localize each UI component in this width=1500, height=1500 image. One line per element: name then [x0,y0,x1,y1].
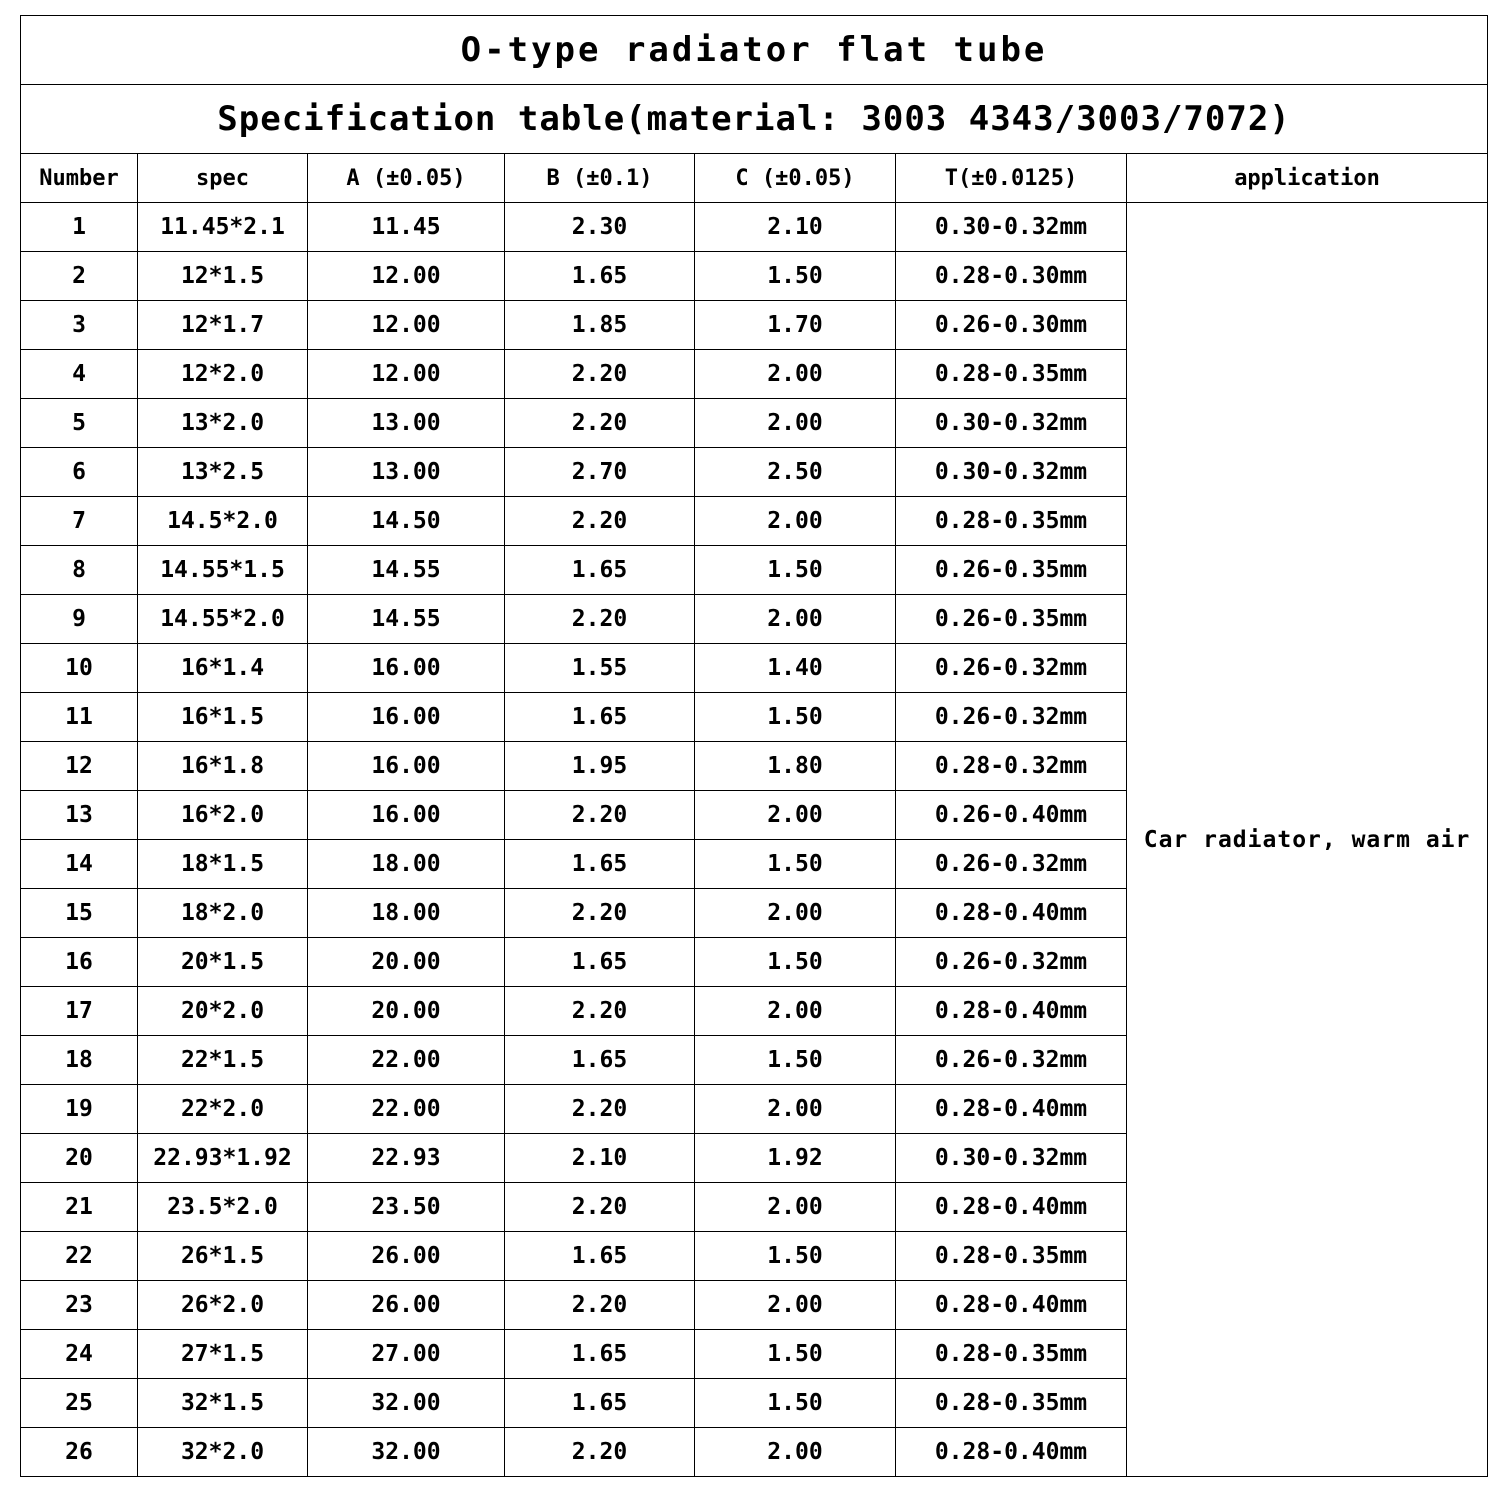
cell-a: 26.00 [308,1232,505,1281]
cell-a: 22.93 [308,1134,505,1183]
cell-a: 13.00 [308,399,505,448]
cell-t: 0.30-0.32mm [896,203,1127,252]
cell-c: 1.50 [695,693,896,742]
cell-spec: 13*2.0 [138,399,308,448]
cell-b: 1.65 [505,546,695,595]
cell-number: 9 [21,595,138,644]
cell-a: 14.55 [308,595,505,644]
cell-spec: 13*2.5 [138,448,308,497]
cell-a: 16.00 [308,644,505,693]
cell-c: 1.50 [695,1330,896,1379]
cell-number: 10 [21,644,138,693]
cell-c: 2.00 [695,889,896,938]
cell-a: 11.45 [308,203,505,252]
header-c: C (±0.05) [695,154,896,203]
cell-number: 7 [21,497,138,546]
cell-a: 14.50 [308,497,505,546]
cell-c: 2.00 [695,1428,896,1477]
cell-t: 0.26-0.32mm [896,644,1127,693]
cell-a: 14.55 [308,546,505,595]
cell-t: 0.28-0.40mm [896,987,1127,1036]
cell-t: 0.26-0.35mm [896,546,1127,595]
cell-number: 24 [21,1330,138,1379]
cell-c: 2.00 [695,1085,896,1134]
header-number: Number [21,154,138,203]
cell-spec: 20*1.5 [138,938,308,987]
cell-b: 2.20 [505,350,695,399]
cell-number: 3 [21,301,138,350]
cell-number: 4 [21,350,138,399]
cell-c: 2.00 [695,1281,896,1330]
cell-t: 0.28-0.30mm [896,252,1127,301]
cell-spec: 14.5*2.0 [138,497,308,546]
cell-spec: 18*2.0 [138,889,308,938]
cell-t: 0.28-0.40mm [896,889,1127,938]
cell-b: 1.65 [505,1036,695,1085]
header-application: application [1127,154,1488,203]
spec-table [20,15,1488,1477]
cell-a: 20.00 [308,987,505,1036]
cell-b: 2.20 [505,595,695,644]
cell-t: 0.30-0.32mm [896,399,1127,448]
cell-b: 2.20 [505,1085,695,1134]
table-row [21,203,1488,252]
cell-c: 2.10 [695,203,896,252]
cell-t: 0.26-0.32mm [896,938,1127,987]
cell-spec: 16*1.5 [138,693,308,742]
cell-number: 12 [21,742,138,791]
cell-b: 1.65 [505,1232,695,1281]
cell-c: 2.00 [695,595,896,644]
cell-a: 22.00 [308,1036,505,1085]
cell-spec: 32*2.0 [138,1428,308,1477]
cell-c: 1.40 [695,644,896,693]
cell-t: 0.26-0.32mm [896,1036,1127,1085]
cell-spec: 14.55*2.0 [138,595,308,644]
cell-spec: 20*2.0 [138,987,308,1036]
cell-a: 16.00 [308,693,505,742]
cell-b: 1.65 [505,252,695,301]
cell-a: 18.00 [308,889,505,938]
cell-spec: 12*2.0 [138,350,308,399]
table-title: O-type radiator flat tube [21,16,1488,85]
cell-c: 1.50 [695,546,896,595]
cell-t: 0.28-0.35mm [896,350,1127,399]
cell-t: 0.26-0.32mm [896,840,1127,889]
cell-spec: 16*2.0 [138,791,308,840]
cell-number: 26 [21,1428,138,1477]
cell-b: 1.65 [505,1379,695,1428]
subtitle-row [21,85,1488,154]
header-row [21,154,1488,203]
cell-spec: 18*1.5 [138,840,308,889]
application-cell: Car radiator, warm air [1127,203,1488,1477]
cell-number: 1 [21,203,138,252]
cell-c: 1.80 [695,742,896,791]
cell-number: 14 [21,840,138,889]
cell-t: 0.26-0.30mm [896,301,1127,350]
cell-b: 1.65 [505,938,695,987]
cell-number: 8 [21,546,138,595]
cell-spec: 32*1.5 [138,1379,308,1428]
cell-t: 0.28-0.35mm [896,1232,1127,1281]
header-a: A (±0.05) [308,154,505,203]
cell-b: 1.65 [505,1330,695,1379]
cell-number: 20 [21,1134,138,1183]
cell-t: 0.28-0.32mm [896,742,1127,791]
cell-b: 2.20 [505,791,695,840]
cell-c: 1.92 [695,1134,896,1183]
cell-a: 23.50 [308,1183,505,1232]
table-subtitle: Specification table(material: 3003 4343/3003/7072) [21,85,1488,154]
cell-a: 18.00 [308,840,505,889]
cell-a: 27.00 [308,1330,505,1379]
cell-c: 2.00 [695,497,896,546]
cell-a: 22.00 [308,1085,505,1134]
cell-number: 25 [21,1379,138,1428]
cell-spec: 14.55*1.5 [138,546,308,595]
cell-a: 13.00 [308,448,505,497]
cell-spec: 16*1.8 [138,742,308,791]
cell-spec: 26*2.0 [138,1281,308,1330]
cell-a: 20.00 [308,938,505,987]
header-t: T(±0.0125) [896,154,1127,203]
cell-b: 2.30 [505,203,695,252]
cell-b: 2.20 [505,1428,695,1477]
cell-number: 6 [21,448,138,497]
cell-a: 16.00 [308,791,505,840]
cell-number: 16 [21,938,138,987]
cell-c: 2.00 [695,987,896,1036]
cell-number: 11 [21,693,138,742]
cell-c: 1.50 [695,252,896,301]
cell-spec: 23.5*2.0 [138,1183,308,1232]
cell-number: 2 [21,252,138,301]
cell-b: 2.20 [505,497,695,546]
cell-spec: 27*1.5 [138,1330,308,1379]
cell-b: 2.20 [505,1281,695,1330]
cell-spec: 22*1.5 [138,1036,308,1085]
cell-a: 32.00 [308,1428,505,1477]
cell-spec: 22.93*1.92 [138,1134,308,1183]
cell-a: 12.00 [308,350,505,399]
cell-c: 2.00 [695,1183,896,1232]
cell-t: 0.26-0.40mm [896,791,1127,840]
cell-b: 2.70 [505,448,695,497]
cell-a: 12.00 [308,252,505,301]
cell-b: 1.95 [505,742,695,791]
spec-sheet [20,15,1487,1477]
cell-b: 2.20 [505,1183,695,1232]
cell-spec: 12*1.7 [138,301,308,350]
cell-number: 23 [21,1281,138,1330]
header-spec: spec [138,154,308,203]
cell-t: 0.30-0.32mm [896,448,1127,497]
cell-t: 0.28-0.35mm [896,1379,1127,1428]
cell-spec: 22*2.0 [138,1085,308,1134]
cell-b: 1.65 [505,840,695,889]
cell-number: 19 [21,1085,138,1134]
cell-c: 2.00 [695,791,896,840]
cell-c: 2.50 [695,448,896,497]
cell-spec: 12*1.5 [138,252,308,301]
cell-c: 1.50 [695,938,896,987]
cell-number: 17 [21,987,138,1036]
cell-c: 2.00 [695,399,896,448]
cell-spec: 11.45*2.1 [138,203,308,252]
cell-c: 1.50 [695,840,896,889]
cell-t: 0.28-0.40mm [896,1428,1127,1477]
cell-t: 0.28-0.35mm [896,1330,1127,1379]
cell-number: 5 [21,399,138,448]
cell-c: 1.50 [695,1379,896,1428]
cell-number: 22 [21,1232,138,1281]
cell-c: 1.50 [695,1232,896,1281]
cell-a: 12.00 [308,301,505,350]
cell-c: 1.50 [695,1036,896,1085]
cell-b: 2.20 [505,987,695,1036]
cell-c: 2.00 [695,350,896,399]
cell-spec: 26*1.5 [138,1232,308,1281]
cell-number: 21 [21,1183,138,1232]
header-b: B (±0.1) [505,154,695,203]
cell-b: 1.55 [505,644,695,693]
title-row [21,16,1488,85]
cell-t: 0.28-0.40mm [896,1281,1127,1330]
cell-b: 1.65 [505,693,695,742]
cell-b: 2.10 [505,1134,695,1183]
cell-t: 0.30-0.32mm [896,1134,1127,1183]
cell-b: 2.20 [505,889,695,938]
cell-b: 2.20 [505,399,695,448]
table-body [21,203,1488,1477]
cell-number: 18 [21,1036,138,1085]
cell-b: 1.85 [505,301,695,350]
cell-t: 0.26-0.35mm [896,595,1127,644]
cell-number: 13 [21,791,138,840]
cell-spec: 16*1.4 [138,644,308,693]
cell-a: 26.00 [308,1281,505,1330]
cell-a: 16.00 [308,742,505,791]
cell-c: 1.70 [695,301,896,350]
cell-t: 0.28-0.35mm [896,497,1127,546]
cell-a: 32.00 [308,1379,505,1428]
cell-t: 0.26-0.32mm [896,693,1127,742]
cell-number: 15 [21,889,138,938]
cell-t: 0.28-0.40mm [896,1183,1127,1232]
cell-t: 0.28-0.40mm [896,1085,1127,1134]
